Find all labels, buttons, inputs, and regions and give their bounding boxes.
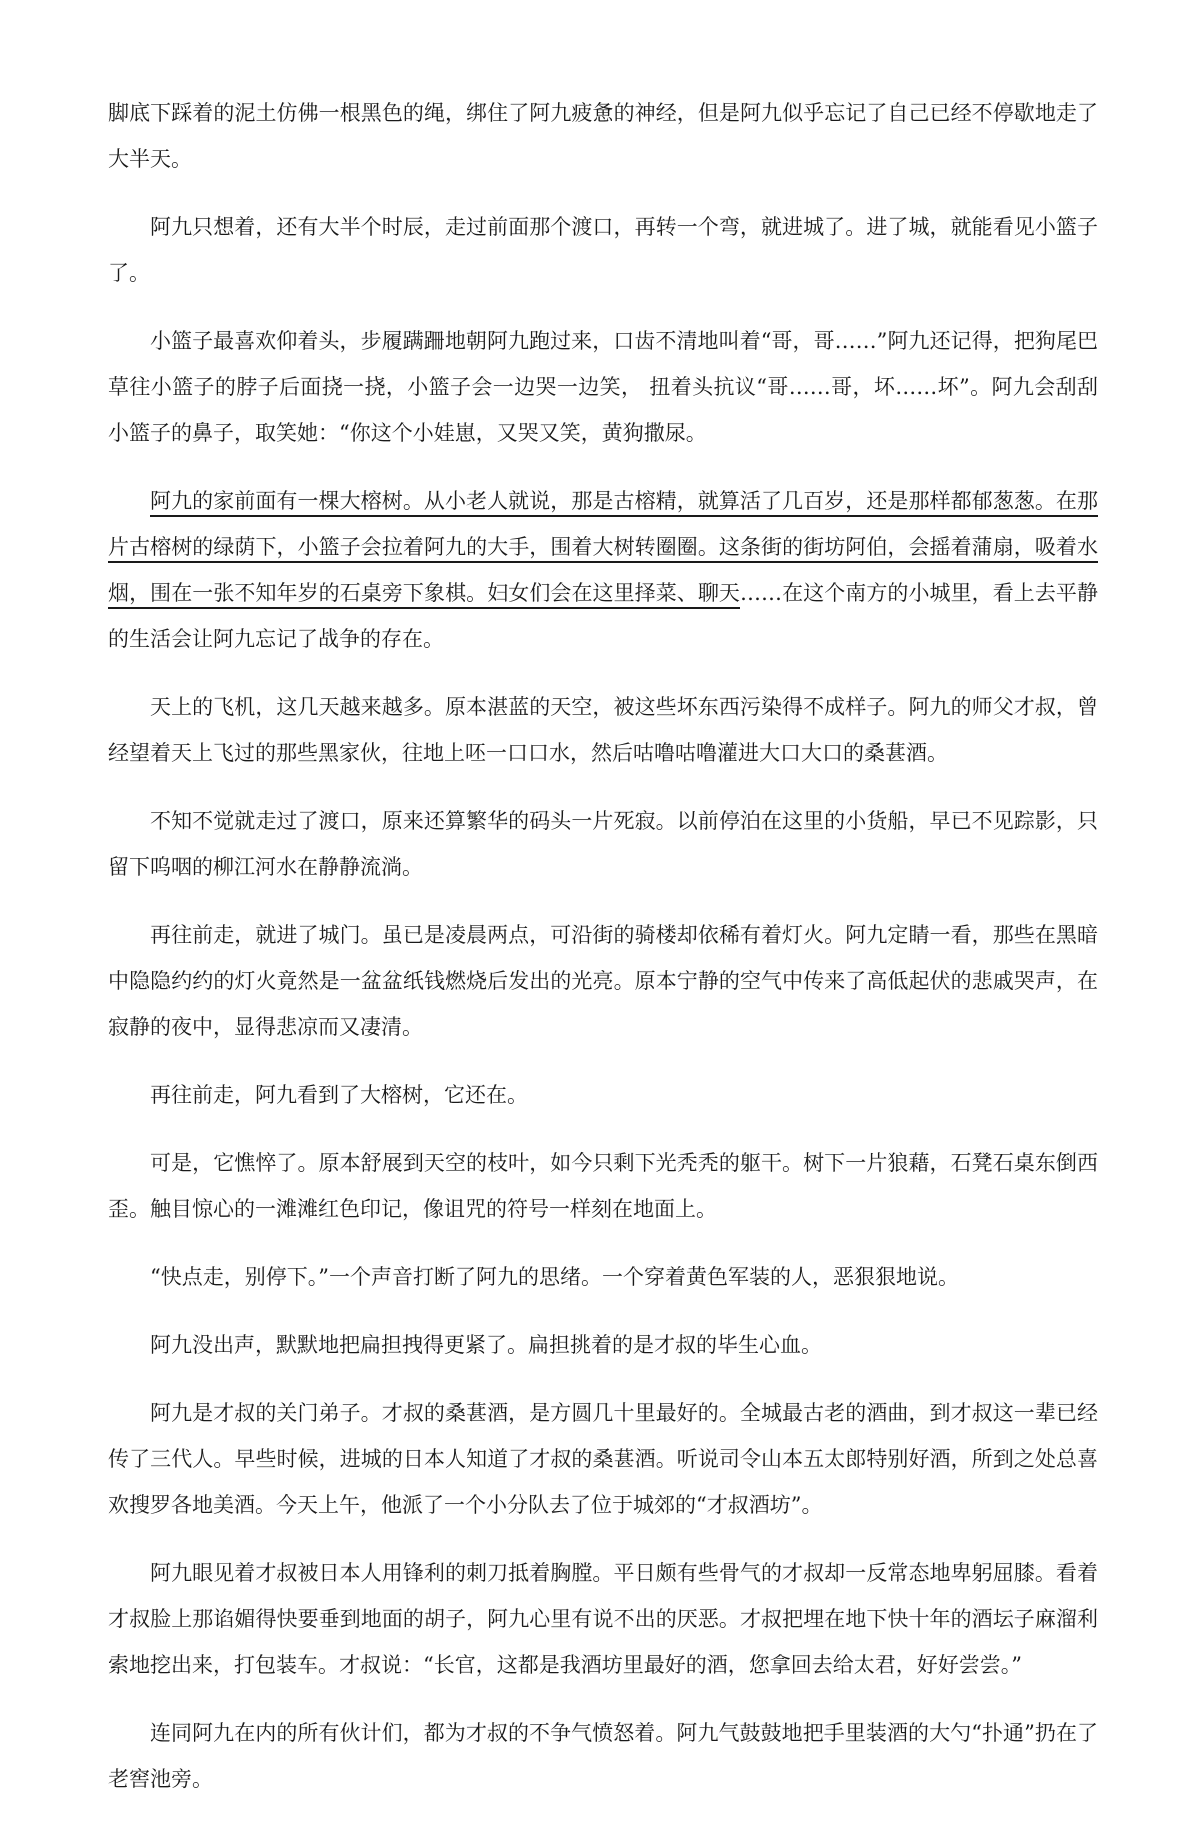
- paragraph-2: 阿九只想着，还有大半个时辰，走过前面那个渡口，再转一个弯，就进城了。进了城，就能看见小篮子了。: [108, 215, 1098, 285]
- paragraph-12: 阿九是才叔的关门弟子。才叔的桑葚酒，是方圆几十里最好的。全城最古老的酒曲，到才叔这一辈已经传了三代人。早些时候，进城的日本人知道了才叔的桑葚酒。听说司令山本五太郎特别好酒，所到之处总喜欢搜罗各地美酒。今天上午，他派了一个小分队去了位于城郊的“才叔酒坊”。: [108, 1401, 1098, 1517]
- paragraph-7: 再往前走，就进了城门。虽已是凌晨两点，可沿街的骑楼却依稀有着灯火。阿九定睛一看，那些在黑暗中隐隐约约的灯火竟然是一盆盆纸钱燃烧后发出的光亮。原本宁静的空气中传来了高低起伏的悲戚哭声，在寂静的夜中，显得悲凉而又凄清。: [108, 923, 1098, 1039]
- paragraph-13: 阿九眼见着才叔被日本人用锋利的刺刀抵着胸膛。平日颇有些骨气的才叔却一反常态地卑躬屈膝。看着才叔脸上那谄媚得快要垂到地面的胡子，阿九心里有说不出的厌恶。才叔把埋在地下快十年的酒坛子麻溜利索地挖出来，打包装车。才叔说：“长官，这都是我酒坊里最好的酒，您拿回去给太君，好好尝尝。”: [108, 1561, 1098, 1677]
- paragraph-10: “快点走，别停下。”一个声音打断了阿九的思绪。一个穿着黄色军装的人，恶狠狠地说。: [150, 1265, 959, 1289]
- paragraph-8: 再往前走，阿九看到了大榕树，它还在。: [150, 1083, 528, 1107]
- paragraph-3: 小篮子最喜欢仰着头，步履蹒跚地朝阿九跑过来，口齿不清地叫着“哥，哥……”阿九还记得，把狗尾巴草往小篮子的脖子后面挠一挠，小篮子会一边哭一边笑， 扭着头抗议“哥……哥，坏……坏”。阿九会刮刮小篮子的鼻子，取笑她：“你这个小娃崽，又哭又笑，黄狗撒尿。: [108, 329, 1098, 445]
- paragraph-4-tail: ……在这个南方的小城里，看上去平静的生活会让阿九忘记了战争的存在。: [108, 581, 1098, 651]
- paragraph-14: 连同阿九在内的所有伙计们，都为才叔的不争气愤怒着。阿九气鼓鼓地把手里装酒的大勺“扑通”扔在了老窖池旁。: [108, 1721, 1098, 1791]
- paragraph-9: 可是，它憔悴了。原本舒展到天空的枝叶，如今只剩下光秃秃的躯干。树下一片狼藉，石凳石桌东倒西歪。触目惊心的一滩滩红色印记，像诅咒的符号一样刻在地面上。: [108, 1151, 1098, 1221]
- underlined-passage: 阿九的家前面有一棵大榕树。从小老人就说，那是古榕精，就算活了几百岁，还是那样都郁葱葱。在那片古榕树的绿荫下，小篮子会拉着阿九的大手，围着大树转圈圈。这条街的街坊阿伯，会摇着蒲扇，吸着水烟，围在一张不知年岁的石桌旁下象棋。妇女们会在这里择菜、聊天: [108, 489, 1098, 605]
- paragraph-11: 阿九没出声，默默地把扁担拽得更紧了。扁担挑着的是才叔的毕生心血。: [150, 1333, 822, 1357]
- document-page: [108, 90, 1098, 1824]
- paragraph-5: 天上的飞机，这几天越来越多。原本湛蓝的天空，被这些坏东西污染得不成样子。阿九的师父才叔，曾经望着天上飞过的那些黑家伙，往地上呸一口口水，然后咕噜咕噜灌进大口大口的桑葚酒。: [108, 695, 1098, 765]
- paragraph-4-underlined: [108, 478, 1098, 662]
- paragraph-1: 脚底下踩着的泥土仿佛一根黑色的绳，绑住了阿九疲惫的神经，但是阿九似乎忘记了自己已经不停歇地走了大半天。: [108, 101, 1098, 171]
- paragraph-6: 不知不觉就走过了渡口，原来还算繁华的码头一片死寂。以前停泊在这里的小货船，早已不见踪影，只留下呜咽的柳江河水在静静流淌。: [108, 809, 1098, 879]
